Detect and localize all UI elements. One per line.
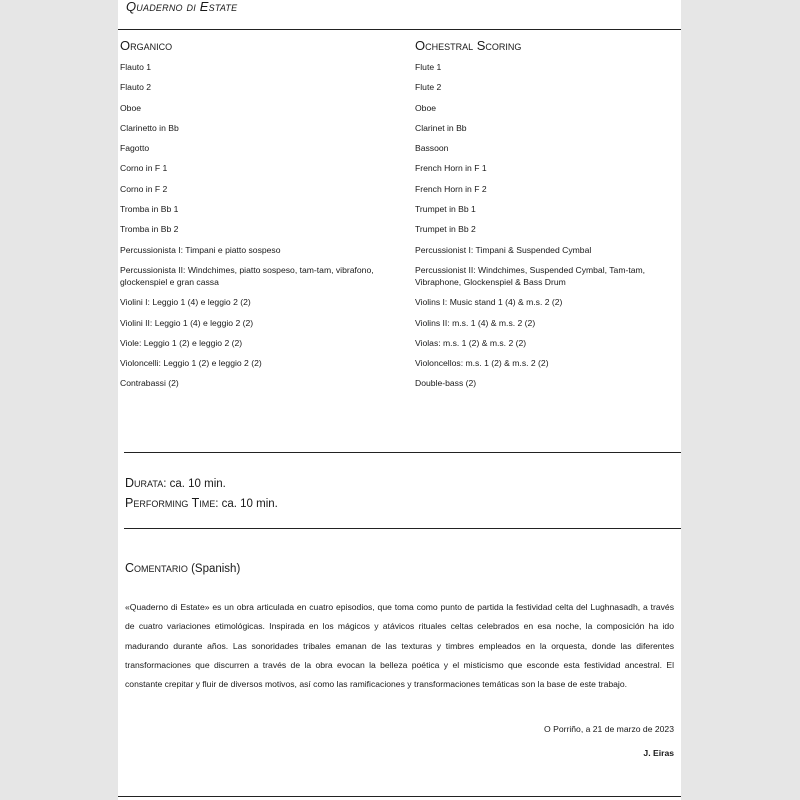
performing-time-line	[125, 494, 278, 514]
commentary-heading	[125, 561, 240, 575]
instrument-item: Violini I: Leggio 1 (4) e leggio 2 (2)	[120, 297, 251, 308]
performing-time-value: : ca. 10 min.	[215, 498, 278, 510]
performing-time-label: Performing Time	[125, 496, 216, 510]
instrument-item: Violins II: m.s. 1 (4) & m.s. 2 (2)	[415, 317, 536, 328]
commentary-body: «Quaderno di Estate» es un obra articulada en cuatro episodios, que toma como punto de partida la festividad celta del Lughnasadh, a través de cuatro variaciones etimológicas. Inspirada en los mágicos y atávicos rituales celtas celebrados en esa noche, la composición ha ido madurando durante años. Las sonoridades tribales emanan de las texturas y timbres empleados en la orquesta, donde las diferentes transformaciones que discurren a través de la obra evocan la belleza poética y el misticismo que esconde esta festividad ancestral. El constante crepitar y fluir de diversos motivos, así como las ramificaciones y transformaciones temáticas son la base de este trabajo.	[125, 602, 674, 690]
author-signature: J. Eiras	[643, 748, 674, 758]
instrument-item: Contrabassi (2)	[120, 378, 179, 389]
footer-rule	[118, 796, 681, 797]
instrument-item: Violoncelli: Leggio 1 (2) e leggio 2 (2)	[120, 358, 262, 369]
instrument-item: French Horn in F 2	[415, 183, 487, 194]
instrument-item: Flauto 1	[120, 62, 152, 72]
scoring-column	[415, 38, 690, 398]
duration-block	[125, 474, 278, 514]
instrument-item: Percussionist II: Windchimes, Suspended Cymbal, Tam-tam, Vibraphone, Glockenspiel & Bass Drum	[415, 264, 646, 287]
header-rule	[118, 29, 681, 30]
instrument-item: Violini II: Leggio 1 (4) e leggio 2 (2)	[120, 317, 254, 328]
durata-value: : ca. 10 min.	[163, 478, 226, 490]
instrument-item: Trumpet in Bb 2	[415, 224, 476, 235]
instrument-item: Corno in F 1	[120, 163, 168, 174]
instrument-item: Percussionist I: Timpani & Suspended Cymbal	[415, 244, 592, 255]
section-rule	[124, 452, 681, 453]
organico-heading: Organico	[120, 38, 173, 53]
instrument-item: French Horn in F 1	[415, 163, 487, 174]
instrument-item: Double-bass (2)	[415, 378, 477, 389]
instrument-item: Violoncellos: m.s. 1 (2) & m.s. 2 (2)	[415, 358, 549, 369]
place-date: O Porriño, a 21 de marzo de 2023	[544, 724, 674, 734]
instrument-item: Tromba in Bb 2	[120, 224, 179, 235]
scoring-heading: Ochestral Scoring	[415, 38, 522, 53]
instrument-item: Flauto 2	[120, 82, 152, 93]
commentary-heading-label: Comentario	[125, 561, 188, 575]
organico-column	[120, 38, 395, 398]
instrument-item: Clarinet in Bb	[415, 122, 467, 133]
instrument-item: Flute 1	[415, 62, 442, 72]
instrument-item: Viole: Leggio 1 (2) e leggio 2 (2)	[120, 337, 243, 348]
durata-label: Durata	[125, 476, 164, 490]
instrument-item: Percussionista II: Windchimes, piatto sospeso, tam-tam, vibrafono, glockenspiel e gran cassa	[120, 264, 374, 287]
instrument-item: Violins I: Music stand 1 (4) & m.s. 2 (2)	[415, 297, 563, 308]
instrument-item: Violas: m.s. 1 (2) & m.s. 2 (2)	[415, 337, 527, 348]
scoring-list	[415, 61, 690, 389]
instrument-item: Clarinetto in Bb	[120, 122, 179, 133]
commentary-heading-suffix: (Spanish)	[187, 563, 241, 575]
instrument-item: Corno in F 2	[120, 183, 168, 194]
organico-list	[120, 61, 395, 389]
durata-line	[125, 474, 278, 494]
instrument-item: Oboe	[415, 102, 437, 113]
instrument-item: Fagotto	[120, 143, 150, 154]
instrument-item: Trumpet in Bb 1	[415, 204, 476, 215]
instrument-item: Oboe	[120, 102, 142, 113]
instrument-item: Tromba in Bb 1	[120, 204, 179, 215]
instrument-item: Percussionista I: Timpani e piatto sospeso	[120, 244, 281, 255]
section-rule	[124, 528, 681, 529]
page-header-title: Quaderno di Estate	[126, 0, 238, 14]
instrument-item: Flute 2	[415, 82, 442, 93]
document-page	[118, 0, 681, 800]
instrument-item: Bassoon	[415, 143, 449, 154]
